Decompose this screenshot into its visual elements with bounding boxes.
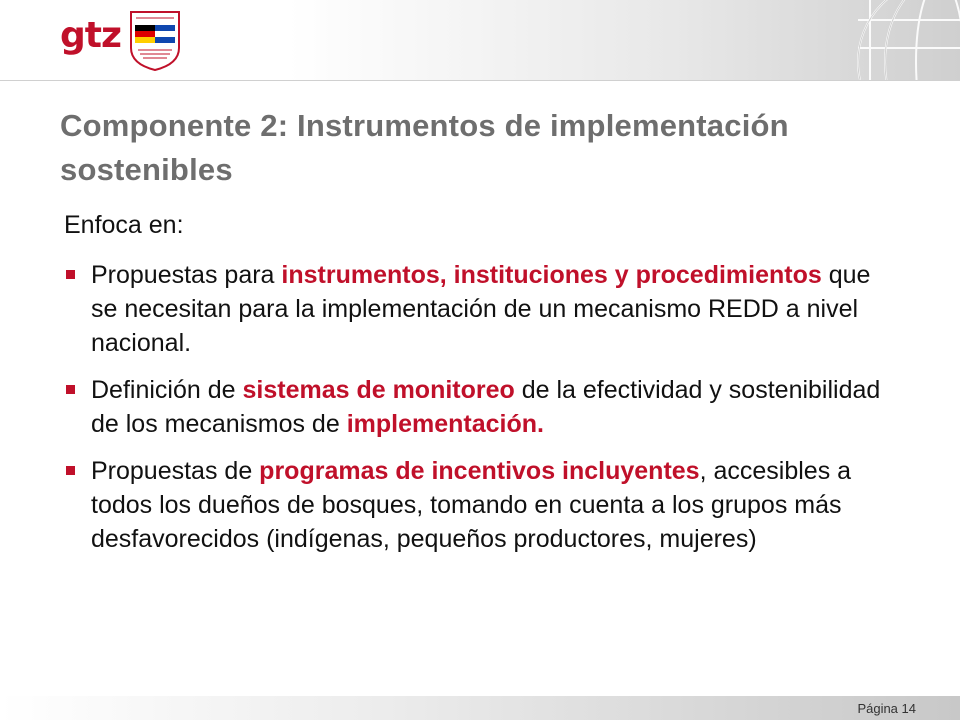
header-band <box>0 0 960 81</box>
bullet-text: Propuestas de <box>91 457 260 485</box>
bullet-item <box>60 258 900 360</box>
bullet-highlight: instrumentos, instituciones y procedimientos <box>281 261 822 289</box>
globe-graphic <box>830 0 960 80</box>
square-bullet-icon <box>66 466 75 475</box>
bullet-text: Propuestas para <box>91 261 282 289</box>
bullet-highlight: implementación. <box>346 410 544 438</box>
footer-band <box>0 696 960 720</box>
bullet-text: que se necesitan para la implementación de un mecanismo REDD a nivel nacional. <box>91 261 871 357</box>
square-bullet-icon <box>66 385 75 394</box>
slide-title: Componente 2: Instrumentos de implementación sostenibles <box>60 108 789 187</box>
slide-content <box>60 208 900 569</box>
gtz-logo: gtz <box>60 15 121 56</box>
bullet-text: , accesibles a todos los dueños de bosques, tomando en cuenta a los grupos más desfavorecidos (indígenas, pequeños productores, mujeres) <box>91 457 852 553</box>
cooperation-emblem <box>128 10 182 72</box>
bullet-item <box>60 373 900 441</box>
bullet-item <box>60 454 900 556</box>
bullet-text: Definición de <box>91 376 243 404</box>
bullet-highlight: sistemas de monitoreo <box>242 376 515 404</box>
bullet-text: de la efectividad y sostenibilidad de los mecanismos de <box>91 376 881 438</box>
page-number: Página 14 <box>857 701 916 716</box>
square-bullet-icon <box>66 270 75 279</box>
intro-text: Enfoca en: <box>64 211 184 239</box>
bullet-highlight: programas de incentivos incluyentes <box>259 457 700 485</box>
